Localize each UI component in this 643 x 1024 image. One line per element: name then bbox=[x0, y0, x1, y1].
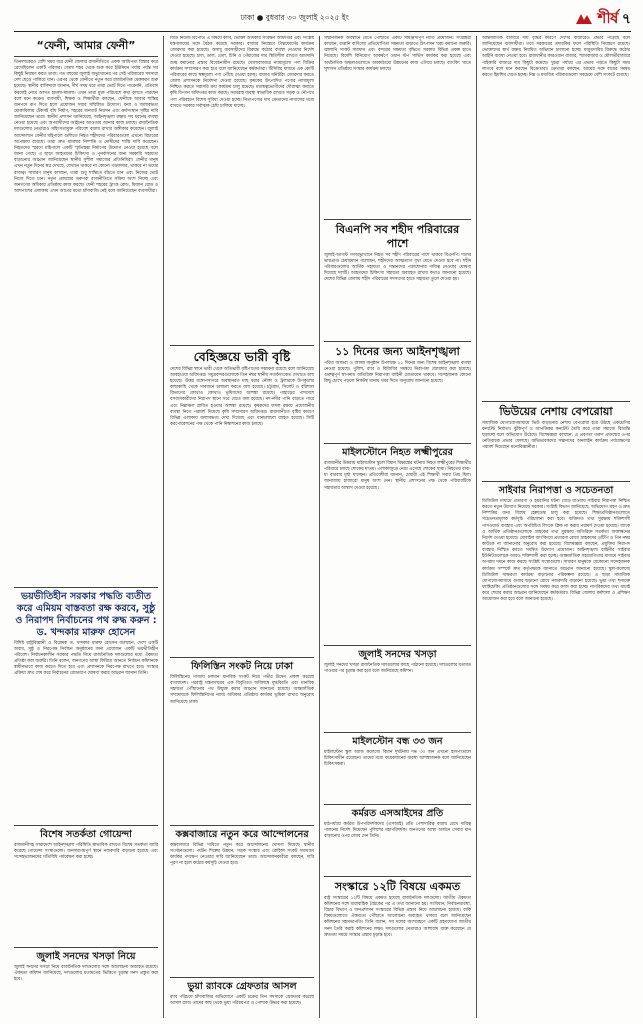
headline: বিশেষ সতর্কতা গোয়েন্দা bbox=[40, 829, 132, 840]
headline: সাইবার নিরাপত্তা ও সচেতনতা bbox=[498, 485, 614, 496]
divider bbox=[324, 876, 471, 877]
article-feni bbox=[14, 36, 158, 581]
article-body: ডিজিটাল মাধ্যমে প্রতারণা ও হয়রানির ঘটনা বেড়ে যাওয়ায় সাইবার নিরাপত্তা নিশ্চিত করতে নতুন উদ্যোগ নিয়েছে সরকার। সংশ্লিষ্ট বিভাগ জানিয়েছে, অভিযোগ গ্রহণ ও দ্রুত নিষ্পত্তির জন্য বিশেষ হেল্পডেস্ক চালু করা হয়েছে। শিক্ষাপ্রতিষ্ঠানগুলোতে সচেতনতামূলক কর্মসূচি পরিচালনা করা হবে। ব্যক্তিগত তথ্য সুরক্ষায় শক্তিশালী পাসওয়ার্ড ব্যবহার এবং অপরিচিত লিংকে ক্লিক না করার পরামর্শ দেওয়া হয়েছে। ব্যাংক ও আর্থিক প্রতিষ্ঠানগুলোকে গ্রাহকের তথ্য সুরক্ষায় অতিরিক্ত সতর্কতা অবলম্বনের নির্দেশ দেওয়া হয়েছে। মোবাইল ব্যাংকিংয়ে প্রতারণা রোধে গ্রাহকদের ওটিপি ও পিন নম্বর কাউকে না জানানোর অনুরোধ করা হয়েছে। বিশেষজ্ঞরা বলছেন, প্রযুক্তির নিরাপদ ব্যবহার নিশ্চিত করতে সমন্বিত উদ্যোগ প্রয়োজন। আইনশৃঙ্খলা বাহিনীর সাইবার ইউনিটগুলোকে আরও শক্তিশালী করা হচ্ছে। আন্তর্জাতিক সহযোগিতার মাধ্যমে সাইবার অপরাধ দমনে কাজ করছে সংশ্লিষ্ট সংস্থাগুলো। সাধারণ মানুষকে যেকোনো সন্দেহজনক কার্যক্রম সম্পর্কে দ্রুত কর্তৃপক্ষকে জানাতে আহ্বান জানানো হয়েছে। স্কুল-কলেজে ডিজিটাল সাক্ষরতা কার্যক্রম বাড়ানোর পরিকল্পনা রয়েছে। এ ছাড়া সামাজিক যোগাযোগমাধ্যমে গুজব ছড়ানো রোধে নজরদারি বাড়ানো হয়েছে। ভুয়া তথ্য শনাক্তে ফ্যাক্টচেকিং প্রতিষ্ঠানগুলোর সঙ্গে সমন্বয় করে কাজ করা হচ্ছে। নাগরিকদের তথ্য যাচাই করে শেয়ার করার আহ্বান জানিয়েছেন কর্মকর্তারা। বিভিন্ন জেলায় কর্মশালা ও প্রশিক্ষণ আয়োজন করা হবে বলে জানানো হয়েছে। bbox=[482, 498, 630, 603]
divider bbox=[170, 345, 314, 346]
article-body: তিনদশকেরও বেশি সময় ধরে ফেনী জেলার রাজনীতিতে একক আধিপত্য বিস্তার করে রেখেছিলেন একটি পরিবার। জেলা শহর থেকে শুরু করে ইউনিয়ন পর্যায় পর্যন্ত সব কিছুই নিয়ন্ত্রণ করত তারা। গত বছরের জুলাই অভ্যুত্থানের পর সেই পরিবারের সদস্যরা দেশ ছেড়ে পালিয়ে যান। এরপর থেকে ফেনীতে নতুন করে রাজনৈতিক মেরুকরণ শুরু হয়েছে। স্থানীয় বাসিন্দারা জানান, দীর্ঘ সময় ধরে তারা ভোট দিতে পারেননি, প্রতিবাদ করলেই নেমে আসত হামলা-মামলা। এখন তারা মুক্ত পরিবেশে কথা বলতে পারছেন বলে মনে করেন। ব্যবসায়ী, শিক্ষক ও শিক্ষার্থীরা বলছেন, ফেনীকে আবার শান্তির জনপদে রূপ দিতে হলে প্রয়োজন সবার সম্মিলিত উদ্যোগ। বন্যা ও জলাবদ্ধতা মোকাবিলায় টেকসই বাঁধ নির্মাণ, শহরের যানজট নিরসন এবং কর্মসংস্থান সৃষ্টির দাবি জানিয়েছেন তারা। স্থানীয় প্রশাসন জানিয়েছে, আইনশৃঙ্খলা রক্ষায় সব ধরনের ব্যবস্থা নেওয়া হয়েছে এবং অপরাধীদের আইনের আওতায় আনার কাজ চলছে। রাজনৈতিক দলগুলোর নেতারাও সহিংসতামুক্ত পরিবেশ বজায় রাখার অঙ্গীকার করেছেন। জুলাই আন্দোলনে ফেনীর মহিপালে গুলিতে নিহত শহীদদের পরিবারগুলো এখনো বিচারের অপেক্ষায় রয়েছে। তারা দ্রুত মামলার নিষ্পত্তি ও দোষীদের শাস্তি দাবি করেছেন। নিহতদের স্মরণে মহিপালে একটি স্মৃতিস্তম্ভ নির্মাণের উদ্যোগ নেওয়া হয়েছে বলে জানা গেছে। এ ছাড়া আহতদের চিকিৎসা ও পুনর্বাসনের জন্য সরকারি সহায়তা বাড়ানোর আহ্বান জানিয়েছেন স্থানীয় সুশীল সমাজের প্রতিনিধিরা। ফেনীর মানুষ এখন নতুন দিনের স্বপ্ন দেখছে, যেখানে থাকবে না কোনো গডফাদার, থাকবে না ভয়ের রাজত্ব। সাধারণ মানুষ বলছেন, তারা শুধু শান্তিতে বাঁচতে চান এবং নিজের ভোট নিজে দিতে চান। নতুন প্রজন্মের তরুণরা রাজনীতিতে সক্রিয় অংশ নিচ্ছে এবং জনগণের অধিকার প্রতিষ্ঠায় কাজ করছে। ফেনী শহরের ট্রাংক রোড, মিজান রোড ও আশপাশের এলাকায় এখন আগের মতো চাঁদাবাজি নেই বলে জানিয়েছেন ব্যবসায়ীরা। bbox=[14, 59, 158, 195]
divider bbox=[14, 587, 158, 588]
article-body: মাইলস্টোন স্কুল অ্যান্ড কলেজে বিমান দুর্ঘটনায় দগ্ধ ৩৩ জন এখনো হাসপাতালে চিকিৎসাধীন রয়েছেন। তাদের মধ্যে কয়েকজনের অবস্থা আশঙ্কাজনক বলে জানিয়েছেন চিকিৎসকরা। bbox=[324, 749, 471, 768]
divider bbox=[324, 732, 471, 733]
article-bnp bbox=[324, 216, 471, 336]
article-body: মাঠপর্যায়ে কর্মরত উপপরিদর্শকদের (এসআই) প্রতি পেশাদারিত্ব বজায় রেখে দায়িত্ব পালনের নির্দেশ দিয়েছেন পুলিশের মহাপরিদর্শক। জনগণের আস্থা অর্জনে সেবার মান বাড়ানোর ওপর জোর দেন তিনি। bbox=[324, 821, 471, 840]
headline: জুলাই সনদের খসড়া bbox=[358, 649, 437, 660]
page-header bbox=[14, 8, 631, 30]
article-fake-rab bbox=[170, 974, 314, 1018]
headline: বিএনপি সব শহীদ পরিবারের পাশে bbox=[335, 223, 460, 250]
divider bbox=[14, 947, 158, 948]
headline: সংস্কারে ১২টি বিষয়ে একমত bbox=[334, 880, 461, 893]
article-body: র‌্যাব পরিচয়ে চাঁদাবাজির অভিযোগে একটি চক্রের তিন সদস্যকে গ্রেফতার করেছে আসল র‌্যাব। তাদের কাছ থেকে ভুয়া পরিচয়পত্র ও পোশাক উদ্ধার করা হয়েছে। bbox=[170, 994, 314, 1007]
article-body: সম্মানজনক অবস্থানে যেতে পৌঁছাতে একটি সামঞ্জস্যপূর্ণ নীতি প্রয়োজন। সংশ্লিষ্টরা বলছেন, রপ্তানি বাণিজ্যে প্রতিযোগিতা সক্ষমতা বাড়াতে উৎপাদন খরচ কমানো জরুরি। জ্বালানি সংকট সমাধান এবং বন্দরের সক্ষমতা বৃদ্ধিতে সরকার বিভিন্ন প্রকল্প হাতে নিয়েছে। বিদেশি বিনিয়োগ আকর্ষণে ওয়ান স্টপ সার্ভিস কার্যকর করা হয়েছে এবং অর্থনৈতিক অঞ্চলগুলোতে অবকাঠামো উন্নয়নের কাজ এগিয়ে চলছে। ব্যাংকিং খাতে সুশাসন প্রতিষ্ঠায় সংস্কার কার্যক্রম চলছে। bbox=[324, 36, 471, 72]
article-body: রাষ্ট্র সংস্কারের ১২টি বিষয়ে একমত হয়েছে রাজনৈতিক দলগুলো। জাতীয় ঐকমত্য কমিশনের সঙ্গে ধারাবাহিক বৈঠকের পর এ তথ্য জানানো হয়। সংবিধান, নির্বাচনব্যবস্থা, বিচার বিভাগ ও জনপ্রশাসন সংস্কারের বিভিন্ন প্রস্তাব নিয়ে আলোচনা হয়েছে। বাকি বিষয়গুলোতে ঐকমত্যে পৌঁছাতে আলোচনা অব্যাহত থাকবে বলে জানিয়েছেন কমিশনের সহসভাপতি। তিনি বলেন, সব দলের অংশগ্রহণে একটি গ্রহণযোগ্য জাতীয় সনদ তৈরি করাই কমিশনের লক্ষ্য। দলগুলোর নেতারাও আশাবাদ ব্যক্ত করেছেন যে দ্রুততম সময়ে সংস্কার প্রস্তাব চূড়ান্ত হবে। bbox=[324, 895, 471, 938]
article-intelligence bbox=[14, 822, 158, 942]
divider bbox=[324, 443, 471, 444]
article-body: বিডি নিউজ রিপোর্ট। এ বিষয়ে ক্যাব, ভোক্তা অধিকার সংরক্ষণ অধিদপ্তর এবং সংশ্লিষ্ট মন্ত্রণালয়ের সঙ্গে বৈঠক করেছে সরকার। বাজার নিয়ন্ত্রণে টাস্কফোর্সের কার্যক্রম জোরদার করা হয়েছে। অসাধু ব্যবসায়ীদের বিরুদ্ধে কঠোর ব্যবস্থা নেওয়ার নির্দেশ দেওয়া হয়েছে। চাল, ডাল, তেল, চিনি ও পেঁয়াজের দাম স্থিতিশীল রাখতে আমদানি শুল্ক কমানোর প্রস্তাব বিবেচনাধীন রয়েছে। খোলাবাজারে ন্যায্যমূল্যে পণ্য বিক্রির কার্যক্রম সম্প্রসারণ করা হবে বলে জানিয়েছেন কর্মকর্তারা। টিসিবির মাধ্যমে এক কোটি পরিবারের কাছে স্বল্পমূল্যে পণ্য পৌঁছে দেওয়া হচ্ছে। বাজার মনিটরিং জোরদার করতে জেলা প্রশাসনকে নির্দেশনা দেওয়া হয়েছে। কৃষকের উৎপাদিত পণ্যের ন্যায্যমূল্য নিশ্চিত করতে সরাসরি ক্রয় কার্যক্রম চালু রয়েছে। মধ্যস্বত্বভোগীদের দৌরাত্ম্য কমাতে কৃষি বিপণন অধিদপ্তর কাজ করছে। সরবরাহ ব্যবস্থা স্বাভাবিক রাখতে সড়ক ও নৌপথে পণ্য পরিবহনে বিশেষ সুবিধা দেওয়া হচ্ছে। নিত্যপণ্যের দাম ক্রেতাদের নাগালের মধ্যে রাখতে সরকার সর্বাত্মক চেষ্টা চালিয়ে যাচ্ছে। bbox=[170, 36, 314, 109]
article-continued bbox=[170, 36, 314, 339]
article-si bbox=[324, 801, 471, 871]
page-number: ৭ bbox=[621, 11, 631, 27]
column-divider bbox=[163, 36, 164, 1018]
headline: কর্মরত এসআইদের প্রতি bbox=[351, 808, 444, 819]
brand-name: শীর্ষ bbox=[597, 8, 618, 27]
article-palestine bbox=[170, 654, 314, 819]
column-divider bbox=[476, 36, 477, 1018]
column-4 bbox=[482, 36, 630, 1018]
headline: ভয়ভীতিহীন সরকার পদ্ধতি ব্যতীত করে এমিয়ম বাস্তবতা রক্ষ করবে, সুষ্ঠু ও নিরাপদ নির্বাচনের পথ রুদ্ধ করুন : ড. খন্দকার মারুফ হোসেন bbox=[15, 591, 157, 638]
column-1 bbox=[14, 36, 158, 1018]
divider bbox=[14, 825, 158, 826]
headline: “ফেনী, আমার ফেনী” bbox=[36, 39, 136, 52]
divider bbox=[14, 56, 158, 57]
article-body: সামাজিক যোগাযোগমাধ্যমে ভিউ বাড়ানোর নেশায় বেপরোয়া হয়ে উঠছে একশ্রেণির কনটেন্ট নির্মাতা। ঝুঁকিপূর্ণ ও আপত্তিকর কনটেন্ট তৈরি করে তারা সমাজে বিভ্রান্তি ছড়াচ্ছে বলে অভিযোগ উঠেছে। বিশেষজ্ঞরা বলছেন, এ প্রবণতা তরুণ প্রজন্মের ওপর নেতিবাচক প্রভাব ফেলছে। অভিভাবকদের সন্তানদের অনলাইন কার্যক্রম পর্যবেক্ষণের পরামর্শ দিয়েছেন মনোবিজ্ঞানীরা। bbox=[482, 420, 630, 451]
headline: ফিলিস্তিন সংকট নিয়ে ঢাকা bbox=[190, 661, 294, 672]
article-rain bbox=[170, 342, 314, 652]
article-body: পবিত্র আশুরা ও আসন্ন অনুষ্ঠান উপলক্ষে ১১ দিনের জন্য বিশেষ আইনশৃঙ্খলা ব্যবস্থা নেওয়া হয়েছে। পুলিশ, র‌্যাব ও বিজিবির সমন্বয়ে নিরাপত্তা জোরদার করা হয়েছে। গুরুত্বপূর্ণ স্থাপনায় অতিরিক্ত নিরাপত্তা বাহিনী মোতায়েন থাকবে। সন্দেহজনক কোনো কিছু চোখে পড়লে নিকটস্থ থানায় খবর দিতে অনুরোধ জানানো হয়েছে। bbox=[324, 360, 471, 385]
headline: জুলাই সনদের খসড়া নিয়ে bbox=[36, 951, 136, 962]
article-interview bbox=[14, 584, 158, 819]
article-milestone-injured bbox=[324, 729, 471, 799]
date-line: ঢাকা ● বুধবার ৩০ জুলাই ২০২৫ ইং bbox=[240, 13, 349, 22]
divider bbox=[482, 401, 630, 402]
article-body: আন্তর্জাতিক বাজারে দাম বৃদ্ধির কারণে দেশের বাজারেও প্রভাব পড়েছে বলে জানিয়েছেন ব্যবসায়ীরা। তবে সরকারের তদারকির ফলে পরিস্থিতি নিয়ন্ত্রণে রয়েছে। ভোক্তাদের স্বার্থ রক্ষায় নিয়মিত অভিযান চালানো হচ্ছে। মজুতদারির বিরুদ্ধে কঠোর আইনি ব্যবস্থা নেওয়া হবে। রাজধানীর কারওয়ান বাজার, শ্যামবাজার ও মৌলভীবাজারে পাইকারি বাজারে দাম কিছুটা কমেছে। খুচরা পর্যায়ে এর প্রভাব পড়তে কিছুটা সময় লাগবে বলে মনে করছেন বিক্রেতারা। ক্রেতারা বলছেন, আয়ের সঙ্গে ব্যয়ের সমন্বয় করতে হিমশিম খেতে হচ্ছে। নিম্ন ও মধ্যবিত্ত পরিবারগুলো সবচেয়ে বেশি সংকটে রয়েছে। bbox=[482, 36, 630, 78]
headline: ১১ দিনের জন্য আইনশৃঙ্খলা bbox=[335, 345, 460, 358]
article-body: রাজধানীর উত্তরায় মাইলস্টোন স্কুলে বিমান বিধ্বস্তের ঘটনায় নিহত লক্ষ্মীপুরের শিক্ষার্থীর পরিবারে চলছে শোকের মাতম। এলাকাজুড়ে নেমে এসেছে শোকের ছায়া। নিহতের বাবা-মা বারবার মূর্ছা যাচ্ছেন। প্রতিবেশীরা জানান, মেধাবী এই শিক্ষার্থী সবার প্রিয় ছিল। জানাজায় হাজারো মানুষ অংশ নেন। স্থানীয় প্রশাসনের পক্ষ থেকে পরিবারটিকে সহায়তার আশ্বাস দেওয়া হয়েছে। bbox=[324, 460, 471, 491]
divider bbox=[324, 804, 471, 805]
article-body: দেশের বিভিন্ন স্থানে ভারী থেকে অতিভারী বৃষ্টিপাতের সম্ভাবনা রয়েছে বলে জানিয়েছে আবহাওয়া অধিদপ্তর। সমুদ্রবন্দরগুলোকে তিন নম্বর স্থানীয় সতর্কসংকেত দেখাতে বলা হয়েছে। উত্তর বঙ্গোপসাগরে অবস্থানরত মাছ ধরার নৌকা ও ট্রলারকে উপকূলের কাছাকাছি থেকে সাবধানে চলাচল করতে বলা হয়েছে। চট্টগ্রাম, সিলেট ও বরিশাল বিভাগের কোথাও কোথাও ভূমিধসের আশঙ্কা রয়েছে। পাহাড়ের পাদদেশে বসবাসকারীদের নিরাপদ স্থানে সরে যেতে বলা হয়েছে। নদ-নদীর পানি বাড়তে পারে এবং নিম্নাঞ্চল প্লাবিত হওয়ার আশঙ্কা রয়েছে। কৃষকদের ফসল রক্ষায় প্রয়োজনীয় ব্যবস্থা নিতে পরামর্শ দিয়েছে কৃষি সম্প্রসারণ অধিদপ্তর। রাজধানীতে বৃষ্টির কারণে বিভিন্ন এলাকায় জলাবদ্ধতা দেখা দিয়েছে এবং যানচলাচল ব্যাহত হয়েছে। সিটি করপোরেশনের পক্ষ থেকে পানি নিষ্কাশনের কাজ চলছে। bbox=[170, 366, 314, 428]
article-cyber bbox=[482, 478, 630, 1018]
headline: মাইলস্টোনে নিহত লক্ষ্মীপুরের bbox=[342, 447, 453, 458]
column-divider bbox=[319, 36, 320, 1018]
article-reform bbox=[324, 873, 471, 1018]
article-law-order bbox=[324, 338, 471, 438]
article-body: জুলাই-আগস্ট গণঅভ্যুত্থানে নিহত সব শহীদ পরিবারের পাশে থাকবে বিএনপি। দলের ভারপ্রাপ্ত চেয়ারম্যান বলেছেন, শহীদদের আত্মত্যাগ বৃথা যেতে দেওয়া হবে না। শহীদ পরিবারগুলোর আর্থিক সহায়তা ও সন্তানদের পড়াশোনার দায়িত্ব নেওয়ার ঘোষণা দিয়েছে দলটি। আহতদের চিকিৎসা সহায়তা অব্যাহত রাখার কথাও জানানো হয়েছে। দেশের বিভিন্ন জেলায় শহীদ পরিবারের সদস্যদের হাতে সহায়তা তুলে দেওয়া হয়। bbox=[324, 252, 471, 283]
divider bbox=[324, 341, 471, 342]
article-coxsbazar bbox=[170, 822, 314, 972]
article-body: বিশিষ্ট রাষ্ট্রবিজ্ঞানী ও বিশ্লেষক ড. খন্দকার মারুফ হোসেন বলেছেন, দেশে একটি অবাধ, সুষ্ঠু ও নিরপেক্ষ নির্বাচন অনুষ্ঠানের জন্য প্রয়োজন একটি ভয়ভীতিহীন পরিবেশ। নির্বাচনকালীন সরকার পদ্ধতি নিয়ে রাজনৈতিক দলগুলোর মধ্যে ঐকমত্য প্রতিষ্ঠা করা জরুরি। তিনি বলেন, জনগণের আস্থা ফিরিয়ে আনতে নির্বাচন কমিশনকে স্বাধীনভাবে কাজ করতে দিতে হবে এবং প্রশাসনকে নিরপেক্ষ রাখতে হবে। সংস্কার প্রক্রিয়া দ্রুত শেষ করে নির্বাচনের রোডম্যাপ ঘোষণা করার আহ্বান জানান তিনি। bbox=[14, 640, 158, 677]
article-july-charter bbox=[324, 642, 471, 727]
header-rule bbox=[14, 31, 631, 32]
headline: কক্সবাজারে নতুন করে আন্দোলনের bbox=[175, 829, 309, 840]
article-body: জুলাই সনদের খসড়া নিয়ে রাজনৈতিক দলগুলোর সঙ্গে আলোচনা অব্যাহত রয়েছে। ঐকমত্য কমিশন জানিয়েছে, দলগুলোর মতামতের ভিত্তিতে চূড়ান্ত সনদ প্রস্তুত করা হবে। bbox=[14, 964, 158, 983]
divider bbox=[324, 645, 471, 646]
column-3 bbox=[324, 36, 471, 1018]
article-body: কক্সবাজারে বিভিন্ন দাবিতে নতুন করে আন্দোলনের ঘোষণা দিয়েছে স্থানীয় সংগঠনগুলো। পর্যটন শিল্পের উন্নয়ন, সড়ক সংস্কার এবং রোহিঙ্গা সংকট সমাধানে কার্যকর পদক্ষেপ নেওয়ার দাবি জানিয়েছেন তারা। আন্দোলনকারীরা বলছেন, দাবি পূরণ না হলে কঠোর কর্মসূচি দেওয়া হবে। bbox=[170, 842, 314, 867]
article-views bbox=[482, 398, 630, 476]
masthead-logo bbox=[575, 7, 631, 32]
headline: ভিউয়ের নেশায় বেপরোয়া bbox=[499, 405, 613, 418]
divider bbox=[170, 825, 314, 826]
column-2 bbox=[170, 36, 314, 1018]
divider bbox=[324, 219, 471, 220]
divider bbox=[482, 481, 630, 482]
headline: মাইলস্টোন বন্ধ ৩৩ জন bbox=[352, 736, 443, 747]
article-body: ফিলিস্তিনের গাজায় চলমান মানবিক সংকট নিয়ে গভীর উদ্বেগ প্রকাশ করেছে বাংলাদেশ। পররাষ্ট্র মন্ত্রণালয়ের এক বিবৃতিতে অবিলম্বে যুদ্ধবিরতি এবং মানবিক সহায়তা পৌঁছানোর পথ উন্মুক্ত করার আহ্বান জানানো হয়েছে। আন্তর্জাতিক সম্প্রদায়কে ফিলিস্তিনিদের ন্যায্য অধিকার প্রতিষ্ঠায় কার্যকর ভূমিকা রাখার অনুরোধ জানিয়েছে ঢাকা। bbox=[170, 674, 314, 705]
article-economy bbox=[324, 36, 471, 214]
headline: ভুয়া র‌্যাবকে গ্রেফতার আসল bbox=[187, 981, 297, 992]
divider bbox=[170, 977, 314, 978]
article-body: জুলাই সনদের খসড়া রাজনৈতিক দলগুলোর কাছে পাঠানো হয়েছে। দলগুলোর মতামত পাওয়ার পর চূড়ান্ত করা হবে বলে জানিয়েছে কমিশন। bbox=[324, 662, 471, 675]
article-market bbox=[482, 36, 630, 396]
logo-mark-icon bbox=[575, 12, 593, 26]
divider bbox=[170, 657, 314, 658]
article-body: রাজধানীসহ সারাদেশে আইনশৃঙ্খলা পরিস্থিতি স্বাভাবিক রাখতে বিশেষ সতর্কতা জারি করেছে গোয়েন্দা সংস্থাগুলো। জনসমাগমপূর্ণ স্থানে নজরদারি বাড়ানো হয়েছে এবং সন্দেহভাজনদের গতিবিধি পর্যবেক্ষণ করা হচ্ছে। bbox=[14, 842, 158, 861]
headline: বেহিজ্ঞয়ে ভারী বৃষ্টি bbox=[193, 349, 291, 364]
article-milestone-lakshmipur bbox=[324, 440, 471, 640]
article-july-draft bbox=[14, 944, 158, 1018]
